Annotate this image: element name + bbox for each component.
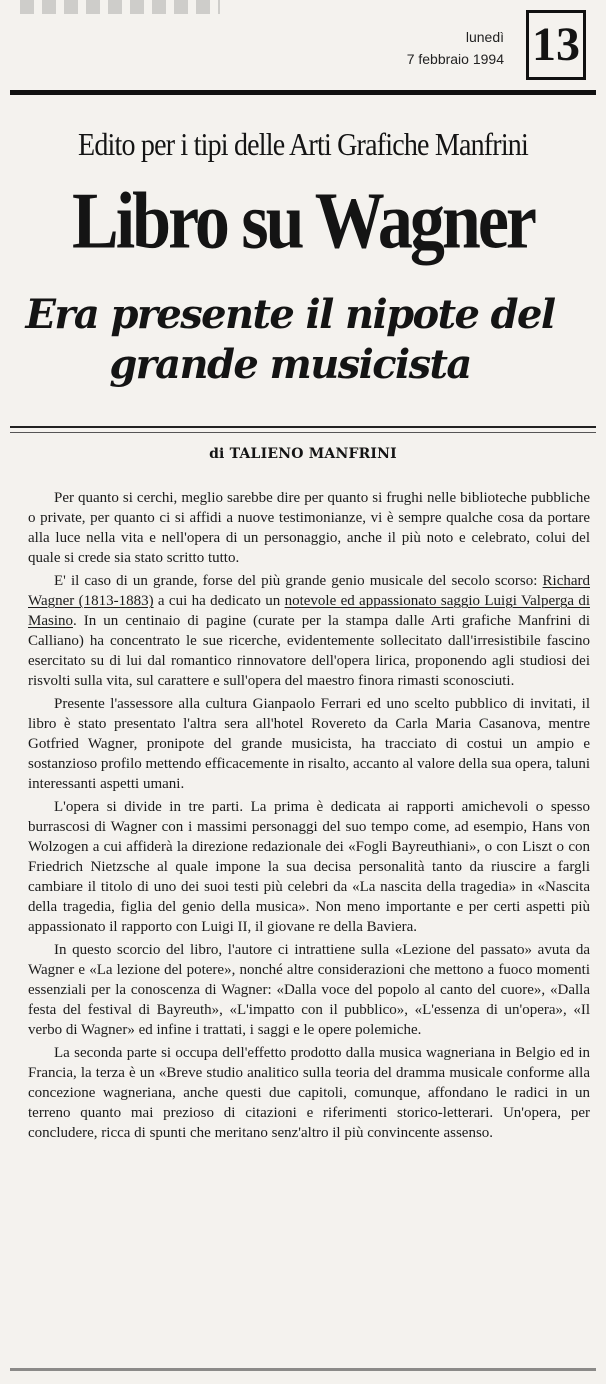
paragraph-5: In questo scorcio del libro, l'autore ci intrattiene sulla «Lezione del passato» avuta da Wagner e «La lezione del potere», nonché altre considerazioni che mettono a fuoco momenti essenziali per la conoscenza di Wagner: «Dalla voce del popolo al canto del cuore», «Dalla festa del festival di Bayreuth», «L'impatto con il pubblico», «L'essenza di un'opera», «Il verbo di Wagner» ed infine i trattati, i saggi e le opere polemiche. xyxy=(28,942,590,1038)
issue-day: lunedì xyxy=(465,29,504,45)
article-body xyxy=(28,488,590,1146)
bottom-rule xyxy=(10,1368,596,1371)
byline-rule-top xyxy=(10,426,596,428)
masthead-fragment xyxy=(20,0,220,14)
paragraph-1: Per quanto si cerchi, meglio sarebbe dire per quanto si frughi nelle biblioteche pubbliche o private, per quanto ci si affidi a nuove testimonianze, vi è sempre qualche cosa da portare alla luce nella vita e nell'opera di un personaggio, anche il più noto e celebrato, colui del quale si crede sia stato scritto tutto. xyxy=(28,490,590,566)
issue-date: 7 febbraio 1994 xyxy=(406,51,504,67)
dateline xyxy=(407,26,504,70)
paragraph-2-part-3: . In un centinaio di pagine (curate per la stampa dalle Arti grafiche Manfrini di Calliano) ha concentrato le sue ricerche, evidentemente sollecitato dall'irresistibile fascino esercitato su di lui dal romantico rinnovatore dell'opera lirica, proponendo agli studiosi dei risvolti sulla vita, sul carattere e sull'opera del maestro finora rimasti sconosciuti. xyxy=(28,613,590,689)
paragraph-4: L'opera si divide in tre parti. La prima è dedicata ai rapporti amichevoli o spesso burrascosi di Wagner con i massimi personaggi del suo tempo come, ad esempio, Hans von Wolzogen a cui affiderà la direzione redazionale dei «Fogli Bayreuthiani», o con Liszt o con Friedrich Nietzsche al quale impone la sua decisa personalità tanto da riuscire a fargli cambiare il titolo di uno dei suoi testi più celebri da «La nascita della tragedia» in «Nascita della tragedia, figlia del genio della musica». Non meno importante e per certi aspetti più appassionato il rapporto con Luigi II, il giovane re della Baviera. xyxy=(28,799,590,935)
underlined-book-reference: notevole ed appassionato saggio Luigi Valperga di Masino xyxy=(28,593,590,629)
header-rule xyxy=(10,90,596,95)
paragraph-2 xyxy=(28,571,590,691)
page-header xyxy=(10,0,596,92)
paragraph-3: Presente l'assessore alla cultura Gianpaolo Ferrari ed uno scelto pubblico di invitati, il libro è stato presentato l'altra sera all'hotel Rovereto da Carla Maria Casanova, mentre Gotfried Wagner, pronipote del grande musicista, ha tracciato di costui un ampio e sostanzioso profilo mettendo efficacemente in risalto, accanto al valore della sua opera, taluni interessanti aspetti umani. xyxy=(28,696,591,792)
paragraph-2-part-2: a cui ha dedicato un xyxy=(153,593,285,609)
main-headline: Libro su Wagner xyxy=(72,177,534,266)
paragraph-6: La seconda parte si occupa dell'effetto prodotto dalla musica wagneriana in Belgio ed in Francia, la terza è un «Breve studio analitico sulla teoria del dramma musicale conforme alla concezione wagneriana, anche questi due capitoli, comunque, affondano le radici in un terreno quanto mai prezioso di citazioni e riferimenti storico-letterari. Un'opera, per concludere, ricca di spunti che meritano senz'altro il più convincente assenso. xyxy=(28,1045,590,1141)
byline-rule-bottom xyxy=(10,432,596,433)
paragraph-2-part-1: E' il caso di un grande, forse del più grande genio musicale del secolo scorso: xyxy=(54,573,543,589)
page-number: 13 xyxy=(526,10,586,80)
subheadline: Era presente il nipote del grande musicista xyxy=(25,291,555,388)
underlined-wagner-name: Richard Wagner (1813-1883) xyxy=(28,573,590,609)
byline: di TALIENO MANFRINI xyxy=(209,446,397,462)
kicker-headline: Edito per i tipi delle Arti Grafiche Manfrini xyxy=(78,127,528,164)
